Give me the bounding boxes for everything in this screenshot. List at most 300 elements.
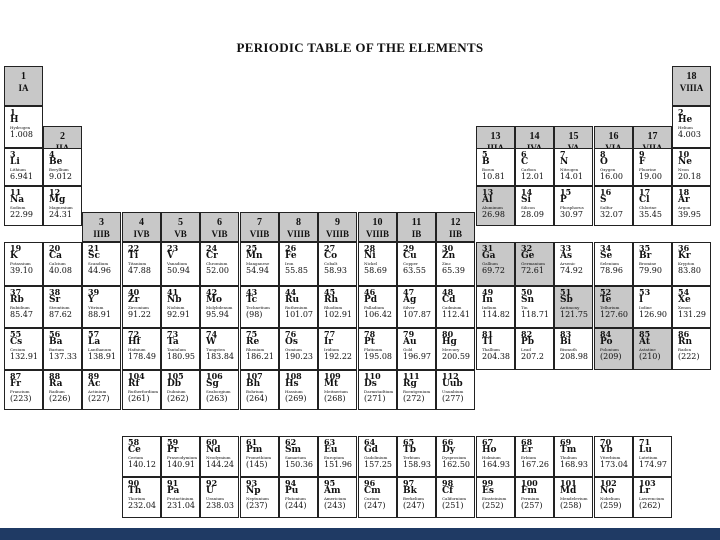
atomic-mass: 101.07: [285, 310, 313, 319]
atomic-mass: 35.45: [639, 210, 662, 219]
element-name: Lithium: [10, 167, 26, 172]
element-name: Cesium: [10, 347, 26, 352]
element-name: Xenon: [678, 305, 691, 310]
element-name: Cobalt: [324, 261, 338, 266]
element-symbol: Ru: [285, 295, 300, 305]
element-name: Polonium: [600, 347, 619, 352]
element-symbol: Au: [403, 337, 417, 347]
element-symbol: Pd: [364, 295, 378, 305]
atomic-number: 97: [403, 478, 415, 488]
element-cell: [161, 436, 200, 477]
element-symbol: Os: [285, 337, 298, 347]
element-name: Yttrium: [88, 305, 104, 310]
element-name: Californium: [442, 496, 467, 501]
element-symbol: Dy: [442, 445, 456, 455]
element-name: Zirconium: [128, 305, 149, 310]
atomic-mass: 88.91: [88, 310, 111, 319]
element-name: Meitnerium: [324, 389, 348, 394]
element-name: Calcium: [49, 261, 66, 266]
atomic-mass: 55.85: [285, 266, 308, 275]
element-symbol: Er: [521, 445, 533, 455]
element-name: Technetium: [246, 305, 270, 310]
atomic-number: 14: [521, 187, 533, 197]
element-name: Fluorine: [639, 167, 657, 172]
element-name: Berkelium: [403, 496, 424, 501]
element-symbol: Ba: [49, 337, 63, 347]
atomic-mass: 63.55: [403, 266, 426, 275]
element-symbol: Rn: [678, 337, 693, 347]
element-name: Radium: [49, 389, 65, 394]
element-name: Iridium: [324, 347, 339, 352]
element-symbol: W: [206, 337, 217, 347]
element-cell: [200, 328, 239, 370]
atomic-mass: (209): [600, 352, 622, 361]
atomic-number: 11: [10, 187, 22, 197]
atomic-mass: 14.01: [560, 172, 583, 181]
atomic-mass: (272): [403, 394, 425, 403]
atomic-number: 58: [128, 437, 140, 447]
atomic-number: 70: [600, 437, 612, 447]
atomic-mass: (243): [324, 501, 346, 510]
element-name: Tungsten: [206, 347, 225, 352]
atomic-number: 85: [639, 329, 651, 339]
atomic-mass: (277): [442, 394, 464, 403]
element-cell: [43, 286, 82, 328]
atomic-number: 43: [246, 287, 258, 297]
atomic-mass: 79.90: [639, 266, 662, 275]
atomic-mass: 44.96: [88, 266, 111, 275]
atomic-number: 16: [600, 187, 612, 197]
atomic-number: 72: [128, 329, 140, 339]
element-symbol: Li: [10, 157, 20, 167]
atomic-number: 20: [49, 243, 61, 253]
atomic-number: 51: [560, 287, 572, 297]
element-symbol: Pb: [521, 337, 535, 347]
element-cell: [161, 242, 200, 286]
atomic-mass: 150.36: [285, 460, 313, 469]
atomic-number: 67: [482, 437, 494, 447]
element-cell: [436, 328, 475, 370]
element-name: Manganese: [246, 261, 270, 266]
atomic-mass: 158.93: [403, 460, 431, 469]
element-name: Germanium: [521, 261, 545, 266]
element-symbol: Hg: [442, 337, 457, 347]
element-name: Dubnium: [167, 389, 186, 394]
atomic-mass: 92.91: [167, 310, 190, 319]
atomic-number: 64: [364, 437, 376, 447]
element-cell: [436, 477, 475, 518]
atomic-mass: 207.2: [521, 352, 544, 361]
element-cell: [318, 286, 357, 328]
element-cell: [476, 186, 515, 226]
element-symbol: Cr: [206, 251, 218, 261]
element-symbol: Bh: [246, 379, 261, 389]
element-symbol: Np: [246, 486, 261, 496]
element-symbol: V: [167, 251, 174, 261]
element-symbol: Mn: [246, 251, 263, 261]
element-name: Tantalum: [167, 347, 186, 352]
element-cell: [240, 242, 279, 286]
element-name: Tellurium: [600, 305, 620, 310]
atomic-number: 92: [206, 478, 218, 488]
group-label: VIIB: [249, 229, 270, 239]
element-cell: [161, 477, 200, 518]
element-symbol: Pt: [364, 337, 375, 347]
group-number: 4: [139, 217, 144, 228]
atomic-number: 71: [639, 437, 651, 447]
element-symbol: Fr: [10, 379, 21, 389]
group-number: 13: [490, 131, 501, 142]
element-symbol: Cl: [639, 195, 650, 205]
atomic-number: 90: [128, 478, 140, 488]
atomic-number: 5: [482, 149, 488, 159]
atomic-mass: 195.08: [364, 352, 392, 361]
element-cell: [672, 242, 711, 286]
element-name: Niobium: [167, 305, 185, 310]
atomic-number: 55: [10, 329, 22, 339]
element-cell: [200, 286, 239, 328]
element-cell: [633, 186, 672, 226]
atomic-number: 33: [560, 243, 572, 253]
element-symbol: Na: [10, 195, 25, 205]
element-cell: [397, 286, 436, 328]
element-symbol: Th: [128, 486, 142, 496]
atomic-mass: 164.93: [482, 460, 510, 469]
atomic-number: 39: [88, 287, 100, 297]
atomic-mass: (264): [246, 394, 268, 403]
atomic-number: 12: [49, 187, 61, 197]
element-name: Bohrium: [246, 389, 264, 394]
element-name: Neodymium: [206, 455, 231, 460]
atomic-mass: 238.03: [206, 501, 234, 510]
atomic-mass: 58.69: [364, 266, 387, 275]
atomic-number: 79: [403, 329, 415, 339]
atomic-mass: 144.24: [206, 460, 234, 469]
atomic-number: 32: [521, 243, 533, 253]
element-symbol: Fe: [285, 251, 297, 261]
element-name: Mercury: [442, 347, 460, 352]
element-cell: [633, 477, 672, 518]
atomic-mass: 69.72: [482, 266, 505, 275]
atomic-mass: 26.98: [482, 210, 505, 219]
element-name: Uranium: [206, 496, 224, 501]
atomic-mass: 83.80: [678, 266, 701, 275]
element-name: Bromine: [639, 261, 657, 266]
element-cell: [43, 328, 82, 370]
element-name: Aluminum: [482, 205, 503, 210]
element-name: Ununbium: [442, 389, 464, 394]
atomic-mass: (262): [167, 394, 189, 403]
element-symbol: S: [600, 195, 607, 205]
element-symbol: Db: [167, 379, 182, 389]
atomic-mass: 178.49: [128, 352, 156, 361]
element-symbol: Ds: [364, 379, 377, 389]
element-cell: [4, 186, 43, 226]
atomic-number: 6: [521, 149, 527, 159]
element-name: Actinium: [88, 389, 107, 394]
element-cell: [515, 242, 554, 286]
element-cell: [358, 286, 397, 328]
atomic-number: 50: [521, 287, 533, 297]
element-name: Lawrencium: [639, 496, 665, 501]
element-symbol: He: [678, 115, 693, 125]
group-header: [397, 212, 436, 242]
element-cell: [554, 477, 593, 518]
atomic-number: 45: [324, 287, 336, 297]
element-name: Gadolinium: [364, 455, 388, 460]
element-name: Fermium: [521, 496, 540, 501]
element-symbol: Mg: [49, 195, 66, 205]
atomic-mass: 140.91: [167, 460, 195, 469]
element-cell: [515, 148, 554, 186]
atomic-mass: 16.00: [600, 172, 623, 181]
element-name: Americium: [324, 496, 347, 501]
element-cell: [161, 370, 200, 410]
atomic-number: 62: [285, 437, 297, 447]
atomic-number: 22: [128, 243, 140, 253]
element-symbol: Te: [600, 295, 612, 305]
atomic-mass: 192.22: [324, 352, 352, 361]
element-cell: [82, 286, 121, 328]
atomic-number: 53: [639, 287, 651, 297]
element-symbol: F: [639, 157, 646, 167]
element-name: Lutetium: [639, 455, 658, 460]
atomic-mass: (237): [246, 501, 268, 510]
element-name: Indium: [482, 305, 497, 310]
atomic-mass: (223): [10, 394, 32, 403]
element-name: Plutonium: [285, 496, 306, 501]
element-cell: [397, 436, 436, 477]
atomic-number: 4: [49, 149, 55, 159]
atomic-number: 102: [600, 478, 617, 488]
element-name: Chromium: [206, 261, 228, 266]
element-name: Rubidium: [10, 305, 30, 310]
atomic-mass: (262): [639, 501, 661, 510]
atomic-mass: 121.75: [560, 310, 588, 319]
group-header: [4, 66, 43, 106]
atomic-mass: 157.25: [364, 460, 392, 469]
atomic-number: 98: [442, 478, 454, 488]
atomic-mass: (259): [600, 501, 622, 510]
element-cell: [476, 436, 515, 477]
atomic-mass: 65.39: [442, 266, 465, 275]
atomic-number: 49: [482, 287, 494, 297]
element-cell: [4, 286, 43, 328]
group-label: VIIIB: [365, 229, 389, 239]
element-symbol: Mt: [324, 379, 339, 389]
element-name: Argon: [678, 205, 691, 210]
element-name: Copper: [403, 261, 418, 266]
atomic-number: 57: [88, 329, 100, 339]
element-name: Sulfur: [600, 205, 613, 210]
group-number: 6: [217, 217, 222, 228]
group-number: 8: [296, 217, 301, 228]
group-label: IIIB: [93, 229, 110, 239]
atomic-number: 93: [246, 478, 258, 488]
element-cell: [515, 186, 554, 226]
group-number: 2: [60, 131, 65, 142]
atomic-mass: (227): [88, 394, 110, 403]
atomic-mass: 118.71: [521, 310, 549, 319]
element-cell: [397, 242, 436, 286]
atomic-number: 65: [403, 437, 415, 447]
atomic-number: 41: [167, 287, 179, 297]
element-name: Gold: [403, 347, 413, 352]
page-title: PERIODIC TABLE OF THE ELEMENTS: [236, 40, 484, 55]
element-cell: [240, 286, 279, 328]
element-symbol: Ti: [128, 251, 139, 261]
element-name: Samarium: [285, 455, 306, 460]
element-name: Hassium: [285, 389, 303, 394]
atomic-mass: 12.01: [521, 172, 544, 181]
group-header: [436, 212, 475, 242]
element-symbol: Ag: [403, 295, 417, 305]
element-symbol: Cu: [403, 251, 417, 261]
group-number: 18: [686, 71, 697, 82]
atomic-mass: 39.10: [10, 266, 33, 275]
element-name: Gallium: [482, 261, 498, 266]
element-name: Potassium: [10, 261, 31, 266]
group-label: IIB: [448, 229, 462, 239]
element-symbol: Ho: [482, 445, 497, 455]
atomic-number: 42: [206, 287, 218, 297]
group-label: VIB: [211, 229, 228, 239]
element-symbol: Pr: [167, 445, 179, 455]
atomic-number: 75: [246, 329, 258, 339]
group-number: 12: [450, 217, 461, 228]
atomic-mass: (258): [560, 501, 582, 510]
atomic-mass: (251): [442, 501, 464, 510]
atomic-mass: (268): [324, 394, 346, 403]
element-symbol: I: [639, 295, 644, 305]
element-name: Dysprosium: [442, 455, 467, 460]
atomic-mass: 6.941: [10, 172, 33, 181]
atomic-mass: 174.97: [639, 460, 667, 469]
element-cell: [633, 148, 672, 186]
atomic-number: 82: [521, 329, 533, 339]
atomic-number: 26: [285, 243, 297, 253]
element-name: Platinum: [364, 347, 383, 352]
atomic-mass: (263): [206, 394, 228, 403]
element-name: Iron: [285, 261, 294, 266]
atomic-mass: 22.99: [10, 210, 33, 219]
atomic-mass: 95.94: [206, 310, 229, 319]
group-label: IVB: [133, 229, 150, 239]
group-number: 9: [335, 217, 340, 228]
element-symbol: Sm: [285, 445, 302, 455]
element-name: Helium: [678, 125, 693, 130]
element-cell: [4, 370, 43, 410]
atomic-mass: (247): [364, 501, 386, 510]
element-name: Rhodium: [324, 305, 343, 310]
atomic-number: 104: [128, 371, 145, 381]
group-label: IB: [411, 229, 422, 239]
atomic-mass: 232.04: [128, 501, 156, 510]
atomic-number: 34: [600, 243, 612, 253]
element-symbol: Cd: [442, 295, 456, 305]
element-symbol: Ga: [482, 251, 496, 261]
element-name: Bismuth: [560, 347, 577, 352]
atomic-number: 7: [560, 149, 566, 159]
element-symbol: Md: [560, 486, 577, 496]
atomic-mass: 87.62: [49, 310, 72, 319]
element-symbol: Zr: [128, 295, 140, 305]
element-cell: [240, 477, 279, 518]
element-cell: [4, 242, 43, 286]
element-name: Tin: [521, 305, 528, 310]
element-cell: [397, 328, 436, 370]
element-cell: [279, 242, 318, 286]
element-symbol: Hs: [285, 379, 299, 389]
element-symbol: Ra: [49, 379, 63, 389]
group-label: VB: [174, 229, 187, 239]
element-name: Zinc: [442, 261, 451, 266]
atomic-mass: 200.59: [442, 352, 470, 361]
element-cell: [554, 186, 593, 226]
element-cell: [161, 286, 200, 328]
element-name: Hafnium: [128, 347, 146, 352]
element-cell: [594, 328, 633, 370]
atomic-number: 40: [128, 287, 140, 297]
element-cell: [476, 242, 515, 286]
element-cell: [436, 436, 475, 477]
group-header: [82, 212, 121, 242]
atomic-number: 46: [364, 287, 376, 297]
element-cell: [633, 286, 672, 328]
element-cell: [358, 242, 397, 286]
atomic-mass: 50.94: [167, 266, 190, 275]
element-symbol: Bk: [403, 486, 417, 496]
element-cell: [554, 328, 593, 370]
atomic-number: 80: [442, 329, 454, 339]
element-name: Promethium: [246, 455, 272, 460]
element-cell: [122, 477, 161, 518]
atomic-mass: 127.60: [600, 310, 628, 319]
element-symbol: Uub: [442, 379, 463, 389]
element-cell: [672, 186, 711, 226]
element-name: Phosphorus: [560, 205, 584, 210]
element-cell: [122, 328, 161, 370]
element-symbol: Tb: [403, 445, 416, 455]
element-cell: [397, 477, 436, 518]
atomic-number: 56: [49, 329, 61, 339]
atomic-number: 84: [600, 329, 612, 339]
element-cell: [82, 242, 121, 286]
atomic-number: 9: [639, 149, 645, 159]
atomic-number: 103: [639, 478, 656, 488]
element-cell: [476, 148, 515, 186]
group-number: 14: [529, 131, 540, 142]
atomic-number: 88: [49, 371, 61, 381]
atomic-number: 61: [246, 437, 258, 447]
atomic-mass: 137.33: [49, 352, 77, 361]
atomic-mass: 168.93: [560, 460, 588, 469]
element-cell: [633, 436, 672, 477]
element-symbol: Xe: [678, 295, 691, 305]
atomic-number: 35: [639, 243, 651, 253]
element-cell: [554, 148, 593, 186]
atomic-mass: 102.91: [324, 310, 352, 319]
atomic-mass: 151.96: [324, 460, 352, 469]
element-cell: [554, 242, 593, 286]
element-symbol: Cm: [364, 486, 381, 496]
element-symbol: N: [560, 157, 569, 167]
atomic-mass: 91.22: [128, 310, 151, 319]
atomic-mass: 107.87: [403, 310, 431, 319]
atomic-number: 83: [560, 329, 572, 339]
atomic-number: 1: [10, 107, 16, 117]
atomic-number: 52: [600, 287, 612, 297]
